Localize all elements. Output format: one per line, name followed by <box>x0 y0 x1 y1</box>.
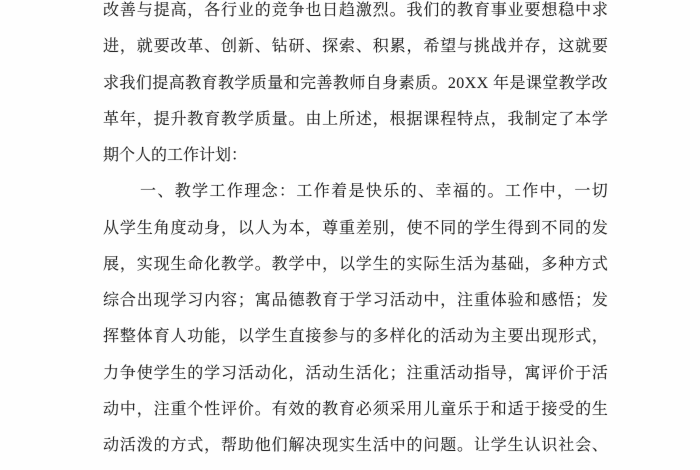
text-line: 期个人的工作计划： <box>103 147 248 164</box>
text-line: 进 ， 就 要 改 革 、 创 新 、 钻 研 、 探 索 、 积 累 ， 希 望 与 挑 战 并 存 ， 这 就 要 <box>103 38 608 56</box>
text-line: 挥 整 体 育 人 功 能 ， 以 学 生 直 接 参 与 的 多 样 化 的 活 动 为 主 要 出 现 形 式 ， <box>103 328 608 346</box>
text-line: 改 善 与 提 高 ， 各 行 业 的 竞 争 也 日 趋 激 烈 。 我 们 的 教 育 事 业 要 想 稳 中 求 <box>103 2 608 19</box>
text-line: 展 ， 实 现 生 命 化 教 学 。 教 学 中 ， 以 学 生 的 实 际 生 活 为 基 础 ， 多 种 方 式 <box>103 255 608 273</box>
text-line: 革 年 ， 提 升 教 育 教 学 质 量 。 由 上 所 述 ， 根 据 课 程 特 点 ， 我 制 定 了 本 学 <box>103 110 608 128</box>
text-column <box>103 0 608 464</box>
text-line: 力 争 使 学 生 的 学 习 活 动 化 ， 活 动 生 活 化 ； 注 重 活 动 指 导 ， 寓 评 价 于 活 <box>103 364 608 382</box>
text-line: 动 中 ， 注 重 个 性 评 价 。 有 效 的 教 育 必 须 采 用 儿 童 乐 于 和 适 于 接 受 的 生 <box>103 400 608 418</box>
text-line: 求 我 们 提 高 教 育 教 学 质 量 和 完 善 教 师 自 身 素 质 。 2 0 X X 年 是 课 堂 教 学 改 <box>103 74 608 92</box>
text-line: 动 活 泼 的 方 式 ， 帮 助 他 们 解 决 现 实 生 活 中 的 问 题 。 让 学 生 认 识 社 会 、 <box>103 437 608 454</box>
text-line: 从 学 生 角 度 动 身 ， 以 人 为 本 ， 尊 重 差 别 ， 使 不 同 的 学 生 得 到 不 同 的 发 <box>103 219 608 237</box>
text-line: 一 、 教 学 工 作 理 念 ： 工 作 着 是 快 乐 的 、 幸 福 的 。 工 作 中 ， 一 切 <box>140 183 608 201</box>
text-line: 综 合 出 现 学 习 内 容 ； 寓 品 德 教 育 于 学 习 活 动 中 ， 注 重 体 验 和 感 悟 ； 发 <box>103 292 608 309</box>
